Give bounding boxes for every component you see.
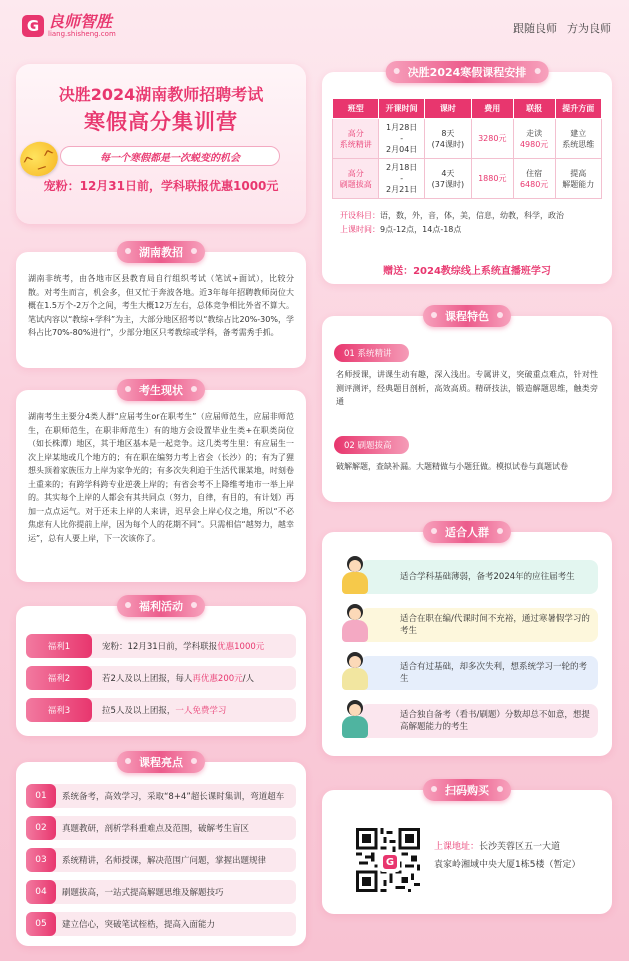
welfare-ribbon: 福利活动	[117, 595, 205, 617]
highlight-text: 建立信心，突破笔试桎梏，提高入面能力	[62, 920, 216, 930]
audience-ribbon: 适合人群	[423, 521, 511, 543]
highlight-row	[26, 880, 296, 904]
subjects-label: 开设科目：	[340, 211, 380, 220]
audience-row	[336, 554, 598, 598]
highlight-num: 05	[26, 912, 56, 936]
welfare-tag: 福利3	[26, 698, 92, 722]
address-block	[434, 838, 580, 874]
time-label: 上课时间：	[340, 225, 380, 234]
table-row	[333, 159, 602, 199]
welfare-row	[26, 634, 296, 658]
qr-card	[322, 784, 612, 914]
highlight-text: 系统备考，高效学习，采取“8+4”超长课时集训，弯道超车	[62, 792, 285, 802]
highlights-card	[16, 756, 306, 946]
cell-time: 2月18日 - 2月21日	[379, 159, 425, 199]
time-value: 9点-12点，14点-18点	[380, 225, 462, 234]
hunan-card	[16, 246, 306, 368]
cell-improve: 提高 解题能力	[555, 159, 601, 199]
feature-badge-2: 02 刷题拔高	[334, 436, 409, 454]
logo	[22, 14, 116, 38]
hunan-text: 湖南非统考，由各地市区县教育局自行组织考试（笔试+面试），比较分散。对考生而言，机会多，但又忙于奔波各地。近3年每年招聘教师岗位大概在1.5万个-2万个之间，考生大概12万左右，总体竞争相比外省不算大。笔试内容以“教综+学科”为主，大部分地区招考以“教综占比20%-30%，学科占比70%-80%进行”，少部分地区只考教综或学科，备考需秀手抓。	[28, 274, 294, 337]
welfare-tag: 福利2	[26, 666, 92, 690]
cell-class: 高分 刷题拔高	[333, 159, 379, 199]
highlight-num: 04	[26, 880, 56, 904]
highlight-row	[26, 912, 296, 936]
logo-url: liang.shisheng.com	[48, 30, 116, 38]
audience-card	[322, 526, 612, 756]
feature-badge-1: 01 系统精讲	[334, 344, 409, 362]
student-avatar-icon	[338, 698, 372, 740]
qr-logo-icon: G	[380, 852, 400, 872]
subjects-value: 语，数，外，音，体，美，信息，幼教，科学，政治	[380, 211, 564, 220]
address-line-2: 袁家岭湘域中央大厦1栋5楼（暂定）	[434, 860, 581, 870]
cell-combo: 走读 4980元	[513, 119, 555, 159]
feature-text-1: 名师授课，讲课生动有趣，深入浅出。专属讲义，突破重点难点，针对性测评测评，经典题目剖析，高效高质。精研技法，锻造解题思维，触类旁通	[336, 370, 598, 406]
slogan-1: 跟随良师	[513, 22, 557, 35]
highlight-row	[26, 816, 296, 840]
logo-name: 良师智胜	[48, 12, 113, 31]
col-header: 课时	[424, 99, 471, 119]
gift-text: 赠送：2024教综线上系统直播班学习	[383, 266, 551, 277]
schedule-table-wrap	[332, 98, 602, 237]
highlight-text: 系统精讲，名师授课，解决范围广问题，掌握出题规律	[62, 856, 267, 866]
welfare-card	[16, 600, 306, 736]
logo-mark-icon: G	[22, 15, 44, 37]
schedule-info	[332, 209, 602, 237]
welfare-row	[26, 666, 296, 690]
highlight-num: 02	[26, 816, 56, 840]
student-avatar-icon	[338, 650, 372, 692]
highlight-row	[26, 848, 296, 872]
audience-text: 适合学科基础薄弱，备考2024年的应往届考生	[360, 560, 598, 594]
feature-text-2: 破解解题，查缺补漏。大题精做与小题狂做。模拟试卷与真题试卷	[336, 462, 568, 471]
col-header: 班型	[333, 99, 379, 119]
audience-text: 适合在职在编/代课时间不充裕，通过寒暑假学习的考生	[360, 608, 598, 642]
address-line-1: 长沙芙蓉区五一大道	[479, 842, 561, 852]
cell-hours: 8天 (74课时)	[424, 119, 471, 159]
cell-fee: 3280元	[471, 119, 513, 159]
schedule-card	[322, 66, 612, 284]
welfare-text: 拉5人及以上团报，一人免费学习	[102, 706, 227, 716]
student-avatar-icon	[338, 554, 372, 596]
status-card	[16, 384, 306, 582]
hero-title-1: 决胜2024湖南教师招聘考试	[58, 85, 264, 104]
highlight-num: 01	[26, 784, 56, 808]
highlight-num: 03	[26, 848, 56, 872]
status-text: 湖南考生主要分4类人群“应届考生or在职考生”（应届师范生，应届非师范生，在职师范生，在职非师范生）有的地方会设置毕业生类+在职类岗位（如长株潭）地区，其于地区基本是一起竞争。这几类考生里：有应届生一次上岸某地或几个地方的；有在职在编努力考上省会（长沙）的；有为了狸想头顶着家族压力上岸为家争光的；有多次失利迫于生活代课某地，时刻卷土重来的；有跨学科跨专业逆袭上岸的；有省会考不上降维考地市一举上岸的。其实每个上岸的人都会有其共同点（努力，自律，有目的，有计划）再加一点点运气。对于还未上岸的人来讲，迟早会上岸心仪之地，所以“不必焦虑有人比你提前上岸，因为每个人的花期不同”。只需相信“越努力，越幸运”，总有人要上岸，下一次该你了。	[28, 412, 294, 543]
cell-improve: 建立 系统思维	[555, 119, 601, 159]
slogan	[513, 20, 611, 36]
cell-hours: 4天 (37课时)	[424, 159, 471, 199]
highlight-text: 刷题拔高，一站式提高解题思维及解题技巧	[62, 888, 224, 898]
col-header: 开课时间	[379, 99, 425, 119]
highlights-ribbon: 课程亮点	[117, 751, 205, 773]
features-ribbon: 课程特色	[423, 305, 511, 327]
table-row	[333, 119, 602, 159]
qr-ribbon: 扫码购买	[423, 779, 511, 801]
hero-tagline: 每一个寒假都是一次蜕变的机会	[60, 146, 280, 166]
schedule-ribbon: 决胜2024寒假课程安排	[386, 61, 549, 83]
welfare-text: 若2人及以上团报，每人再优惠200元/人	[102, 674, 255, 684]
highlight-text: 真题教研，剖析学科重难点及范围，破解考生盲区	[62, 824, 250, 834]
audience-row	[336, 602, 598, 646]
schedule-table	[332, 98, 602, 199]
slogan-2: 方为良师	[567, 22, 611, 35]
table-header-row	[333, 99, 602, 119]
qr-code-icon[interactable]	[354, 826, 422, 894]
welfare-row	[26, 698, 296, 722]
welfare-text: 宠粉：12月31日前，学科联报优惠1000元	[102, 642, 265, 652]
laughing-emoji-icon: ^_^	[16, 137, 63, 181]
audience-text: 适合有过基础，却多次失利，想系统学习一轮的考生	[360, 656, 598, 690]
col-header: 提升方面	[555, 99, 601, 119]
cell-fee: 1880元	[471, 159, 513, 199]
audience-row	[336, 650, 598, 694]
cell-class: 高分 系统精讲	[333, 119, 379, 159]
col-header: 联报	[513, 99, 555, 119]
hero-title-2: 寒假高分集训营	[84, 110, 238, 134]
status-ribbon: 考生现状	[117, 379, 205, 401]
student-avatar-icon	[338, 602, 372, 644]
features-card	[322, 310, 612, 502]
highlight-row	[26, 784, 296, 808]
welfare-tag: 福利1	[26, 634, 92, 658]
cell-combo: 住宿 6480元	[513, 159, 555, 199]
address-label: 上课地址：	[434, 842, 480, 852]
hero-banner	[16, 64, 306, 224]
hunan-ribbon: 湖南教招	[117, 241, 205, 263]
hero-promo-note: 宠粉：12月31日前，学科联报优惠1000元	[43, 179, 279, 193]
audience-text: 适合独自备考（看书/刷题）分数却总不如意，想提高解题能力的考生	[360, 704, 598, 738]
audience-row	[336, 698, 598, 742]
col-header: 费用	[471, 99, 513, 119]
cell-time: 1月28日 - 2月04日	[379, 119, 425, 159]
